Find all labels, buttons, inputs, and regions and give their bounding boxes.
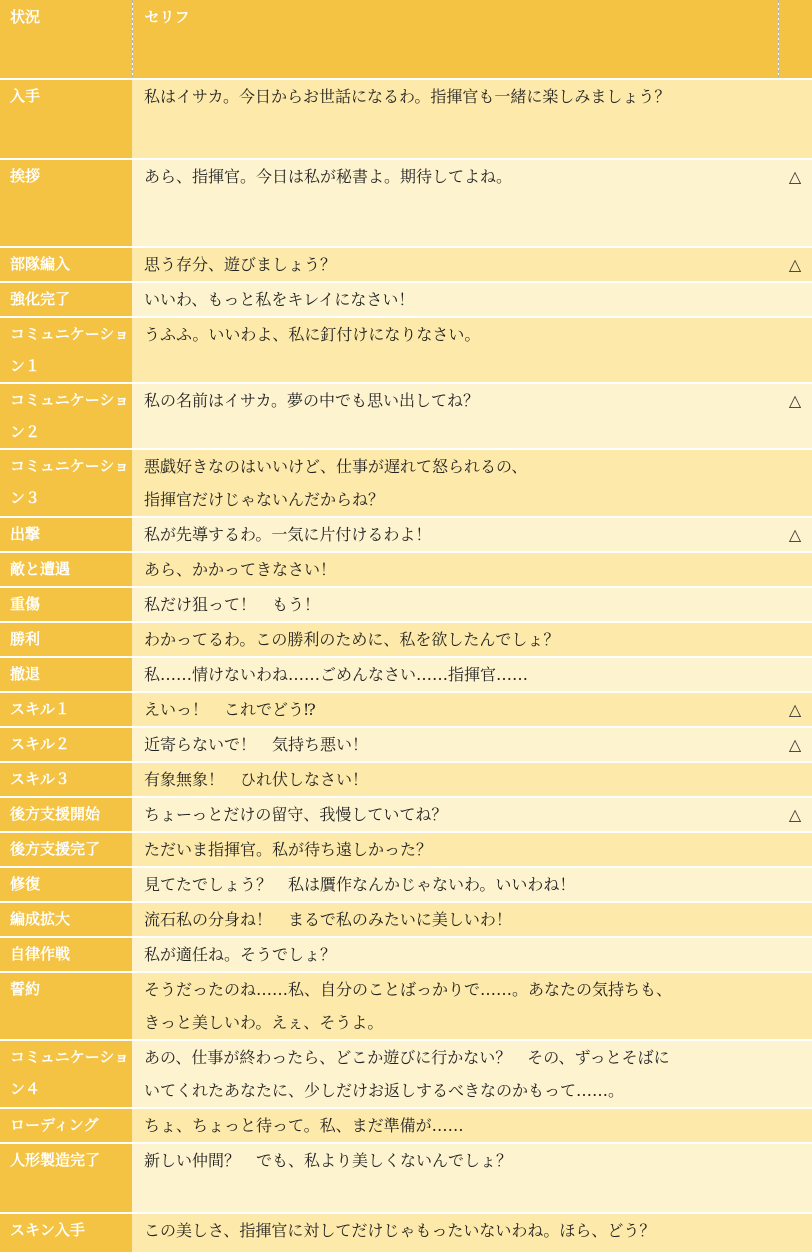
situation-cell: スキル１ xyxy=(0,692,132,727)
situation-cell: コミュニケーション２ xyxy=(0,383,132,449)
mark-cell xyxy=(778,762,812,797)
line-cell: 思う存分、遊びましょう？ xyxy=(132,247,778,282)
situation-cell: 修復 xyxy=(0,867,132,902)
mark-cell: △ xyxy=(778,797,812,832)
line-cell: 見てたでしょう？ 私は贋作なんかじゃないわ。いいわね！ xyxy=(132,867,778,902)
line-cell: 近寄らないで！ 気持ち悪い！ xyxy=(132,727,778,762)
situation-cell: コミュニケーション４ xyxy=(0,1040,132,1108)
line-cell: 新しい仲間？ でも、私より美しくないんでしょ？ xyxy=(132,1143,778,1213)
situation-cell: スキル３ xyxy=(0,762,132,797)
table-row xyxy=(0,159,812,247)
situation-cell: 強化完了 xyxy=(0,282,132,317)
mark-cell xyxy=(778,657,812,692)
mark-cell xyxy=(778,317,812,383)
situation-cell: 自律作戦 xyxy=(0,937,132,972)
mark-cell: △ xyxy=(778,727,812,762)
mark-cell xyxy=(778,832,812,867)
table-row xyxy=(0,1108,812,1143)
table-row xyxy=(0,1143,812,1213)
situation-cell: 人形製造完了 xyxy=(0,1143,132,1213)
table-row xyxy=(0,937,812,972)
line-cell: 私だけ狙って！ もう！ xyxy=(132,587,778,622)
line-cell: 私が適任ね。そうでしょ？ xyxy=(132,937,778,972)
mark-cell: △ xyxy=(778,247,812,282)
table-row xyxy=(0,1040,812,1108)
situation-cell: スキル２ xyxy=(0,727,132,762)
mark-cell: △ xyxy=(778,517,812,552)
table-row xyxy=(0,79,812,159)
situation-cell: 部隊編入 xyxy=(0,247,132,282)
line-cell: ただいま指揮官。私が待ち遠しかった？ xyxy=(132,832,778,867)
line-cell: あら、指揮官。今日は私が秘書よ。期待してよね。 xyxy=(132,159,778,247)
table-row xyxy=(0,449,812,517)
situation-cell: 誓約 xyxy=(0,972,132,1040)
table-row xyxy=(0,797,812,832)
situation-cell: ローディング xyxy=(0,1108,132,1143)
mark-cell: △ xyxy=(778,692,812,727)
mark-cell xyxy=(778,587,812,622)
line-cell: そうだったのね……私、自分のことばっかりで……。あなたの気持ちも、 きっと美しいわ。えぇ、そうよ。 xyxy=(132,972,778,1040)
situation-cell: 勝利 xyxy=(0,622,132,657)
mark-cell xyxy=(778,552,812,587)
line-cell: 私……情けないわね……ごめんなさい……指揮官…… xyxy=(132,657,778,692)
mark-cell xyxy=(778,79,812,159)
table-row xyxy=(0,657,812,692)
situation-cell: 後方支援完了 xyxy=(0,832,132,867)
line-cell: 私はイサカ。今日からお世話になるわ。指揮官も一緒に楽しみましょう？ xyxy=(132,79,778,159)
table-row xyxy=(0,383,812,449)
table-row xyxy=(0,692,812,727)
line-cell: 私が先導するわ。一気に片付けるわよ！ xyxy=(132,517,778,552)
table-row xyxy=(0,282,812,317)
table-row xyxy=(0,762,812,797)
situation-cell: 入手 xyxy=(0,79,132,159)
situation-cell: 挨拶 xyxy=(0,159,132,247)
situation-cell: 編成拡大 xyxy=(0,902,132,937)
mark-cell xyxy=(778,1108,812,1143)
mark-cell xyxy=(778,1213,812,1253)
mark-cell xyxy=(778,867,812,902)
table-row xyxy=(0,972,812,1040)
situation-cell: 後方支援開始 xyxy=(0,797,132,832)
situation-cell: 敵と遭遇 xyxy=(0,552,132,587)
header-line: セリフ xyxy=(132,0,778,79)
situation-cell: コミュニケーション１ xyxy=(0,317,132,383)
table-row xyxy=(0,902,812,937)
table-row xyxy=(0,587,812,622)
mark-cell xyxy=(778,449,812,517)
mark-cell: △ xyxy=(778,159,812,247)
mark-cell xyxy=(778,622,812,657)
mark-cell xyxy=(778,1040,812,1108)
line-cell: いいわ、もっと私をキレイになさい！ xyxy=(132,282,778,317)
mark-cell: △ xyxy=(778,383,812,449)
table-row xyxy=(0,622,812,657)
mark-cell xyxy=(778,902,812,937)
table-row xyxy=(0,247,812,282)
line-cell: 私の名前はイサカ。夢の中でも思い出してね？ xyxy=(132,383,778,449)
line-cell: ちょ、ちょっと待って。私、まだ準備が…… xyxy=(132,1108,778,1143)
table-row xyxy=(0,317,812,383)
mark-cell xyxy=(778,282,812,317)
situation-cell: 重傷 xyxy=(0,587,132,622)
table-row xyxy=(0,727,812,762)
line-cell: あら、かかってきなさい！ xyxy=(132,552,778,587)
line-cell: うふふ。いいわよ、私に釘付けになりなさい。 xyxy=(132,317,778,383)
table-row xyxy=(0,867,812,902)
table-row xyxy=(0,517,812,552)
line-cell: あの、仕事が終わったら、どこか遊びに行かない？ その、ずっとそばに いてくれたあなたに、少しだけお返しするべきなのかもって……。 xyxy=(132,1040,778,1108)
line-cell: わかってるわ。この勝利のために、私を欲したんでしょ？ xyxy=(132,622,778,657)
line-cell: この美しさ、指揮官に対してだけじゃもったいないわね。ほら、どう？ xyxy=(132,1213,778,1253)
header-situation: 状況 xyxy=(0,0,132,79)
table-row xyxy=(0,832,812,867)
line-cell: ちょーっとだけの留守、我慢していてね？ xyxy=(132,797,778,832)
mark-cell xyxy=(778,972,812,1040)
situation-cell: スキン入手 xyxy=(0,1213,132,1253)
table-row xyxy=(0,1213,812,1253)
mark-cell xyxy=(778,937,812,972)
line-cell: 悪戯好きなのはいいけど、仕事が遅れて怒られるの、 指揮官だけじゃないんだからね？ xyxy=(132,449,778,517)
line-cell: 有象無象！ ひれ伏しなさい！ xyxy=(132,762,778,797)
line-cell: 流石私の分身ね！ まるで私のみたいに美しいわ！ xyxy=(132,902,778,937)
situation-cell: 出撃 xyxy=(0,517,132,552)
header-mark xyxy=(778,0,812,79)
line-cell: えいっ！ これでどう⁉ xyxy=(132,692,778,727)
table-row xyxy=(0,552,812,587)
situation-cell: コミュニケーション３ xyxy=(0,449,132,517)
table-header-row xyxy=(0,0,812,79)
situation-cell: 撤退 xyxy=(0,657,132,692)
mark-cell xyxy=(778,1143,812,1213)
